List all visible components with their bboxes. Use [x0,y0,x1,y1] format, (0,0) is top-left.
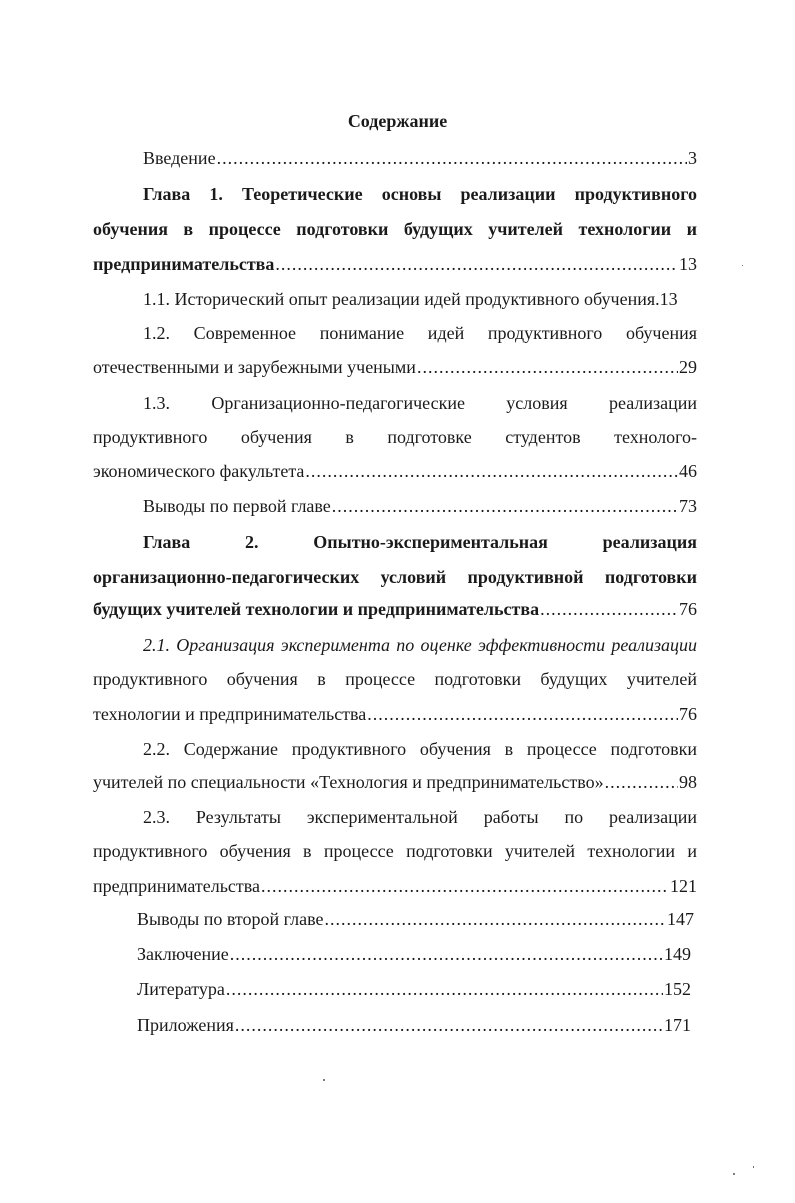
toc-page-number: 98 [679,772,697,792]
toc-section-1-2-line1: 1.2. Современное понимание идей продуктивного обучения [143,323,697,343]
toc-page-number: 171 [664,1015,691,1035]
toc-section-2-3-line3 [93,874,697,898]
toc-page-number: 76 [679,704,697,724]
toc-entry-label: учителей по специальности «Технология и предпринимательство» [93,772,604,792]
toc-entry-label: 1.1. Исторический опыт реализации идей продуктивного обучения. [143,289,660,309]
leader-dots [217,146,687,170]
toc-page-number: 13 [679,254,697,274]
toc-section-1-2-line2 [93,355,697,379]
toc-section-2-1-line1: 2.1. Организация эксперимента по оценке эффективности реализации [143,635,697,655]
scan-speck [753,1166,754,1168]
toc-page-number: 76 [679,599,697,619]
leader-dots [230,942,663,966]
toc-page-number: 121 [670,876,697,896]
leader-dots [367,702,678,726]
toc-entry-intro [143,146,697,170]
leader-dots [305,459,678,483]
toc-page-number: 73 [679,496,697,516]
scan-speck [323,1079,325,1081]
toc-section-1-3-line1: 1.3. Организационно-педагогические условия реализации [143,393,697,413]
toc-chapter1-line3 [93,252,697,276]
toc-entry-label: экономического факультета [93,461,305,481]
toc-chapter1-line1: Глава 1. Теоретические основы реализации продуктивного [143,184,697,204]
toc-page-number: 29 [679,357,697,377]
leader-dots [226,977,663,1001]
toc-entry-label: Введение [143,148,216,168]
page-title: Содержание [347,111,448,131]
leader-dots [605,770,678,794]
toc-entry-label: будущих учителей технологии и предпринимательства [93,599,540,619]
toc-chapter1-line2: обучения в процессе подготовки будущих учителей технологии и [93,219,697,239]
toc-section-2-3-line2: продуктивного обучения в процессе подготовки учителей технологии и [93,841,697,861]
toc-entry-label: Выводы по второй главе [137,909,324,929]
toc-entry-label: предпринимательства [93,254,275,274]
toc-page-number: 149 [664,944,691,964]
leader-dots [261,874,669,898]
toc-entry-label: технологии и предпринимательства [93,704,367,724]
toc-chapter2-line1: Глава 2. Опытно-экспериментальная реализация [143,532,697,552]
toc-entry-label: предпринимательства [93,876,261,896]
toc-entry-label: Выводы по первой главе [143,496,331,516]
toc-entry-label: Литература [137,979,225,999]
toc-section-2-1-line2: продуктивного обучения в процессе подготовки будущих учителей [93,669,697,689]
toc-section-1-3-line3 [93,459,697,483]
toc-section-1-1 [143,287,697,311]
leader-dots [417,355,678,379]
toc-section-2-2-line2 [93,770,697,794]
toc-section-2-1-line3 [93,702,697,726]
toc-page-number: 13 [659,289,678,309]
toc-section-1-3-line2: продуктивного обучения в подготовке студентов технолого- [93,427,697,447]
scan-speck [742,265,743,266]
toc-entry-label: Приложения [137,1015,234,1035]
toc-section-2-3-line1: 2.3. Результаты экспериментальной работы по реализации [143,807,697,827]
toc-section-2-2-line1: 2.2. Содержание продуктивного обучения в процессе подготовки [143,739,697,759]
toc-page-number: 3 [688,148,697,168]
toc-entry-conclusions-1 [143,494,697,518]
toc-entry-label: Заключение [137,944,229,964]
toc-entry-appendices [137,1013,691,1037]
leader-dots [324,907,666,931]
toc-chapter2-line2: организационно-педагогических условий продуктивной подготовки [93,567,697,587]
toc-entry-label: отечественными и зарубежными учеными [93,357,416,377]
leader-dots [332,494,678,518]
leader-dots [540,597,678,621]
leader-dots [235,1013,663,1037]
toc-entry-conclusions-2 [137,907,694,931]
toc-page-number: 46 [679,461,697,481]
scan-speck [733,1173,735,1175]
toc-entry-conclusion [137,942,691,966]
toc-entry-literature [137,977,691,1001]
toc-chapter2-line3 [93,597,697,621]
toc-page-number: 152 [664,979,691,999]
leader-dots [275,252,678,276]
toc-page-number: 147 [667,909,694,929]
